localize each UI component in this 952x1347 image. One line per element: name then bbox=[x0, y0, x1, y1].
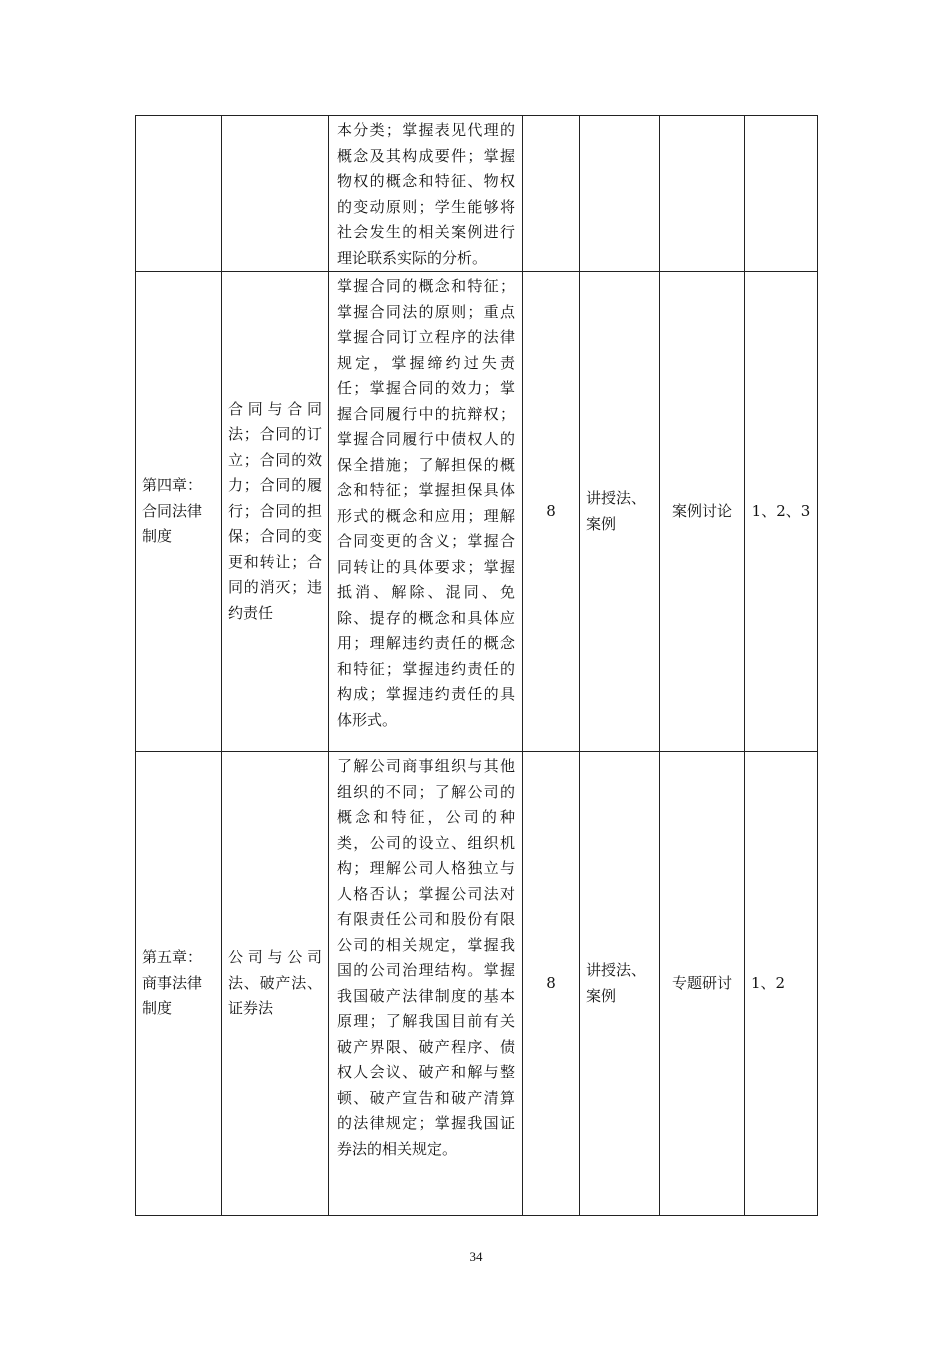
chapter-cell: 第四章：合同法律制度 bbox=[136, 272, 222, 752]
requirements-cell: 本分类；掌握表见代理的概念及其构成要件；掌握物权的概念和特征、物权的变动原则；学生能够将社会发生的相关案例进行理论联系实际的分析。 bbox=[329, 116, 523, 272]
topics-cell bbox=[222, 116, 329, 272]
requirements-cell: 掌握合同的概念和特征；掌握合同法的原则；重点掌握合同订立程序的法律规定，掌握缔约过失责任；掌握合同的效力；掌握合同履行中的抗辩权；掌握合同履行中债权人的保全措施；了解担保的概念和特征；掌握担保具体形式的概念和应用；理解合同变更的含义；掌握合同转让的具体要求；掌握抵消、解除、混同、免除、提存的概念和具体应用；理解违约责任的概念和特征；掌握违约责任的构成；掌握违约责任的具体形式。 bbox=[329, 272, 523, 752]
table-row bbox=[136, 116, 818, 272]
hours-cell bbox=[523, 116, 580, 272]
topics-cell: 公司与公司法、破产法、证券法 bbox=[222, 752, 329, 1216]
method-cell: 讲授法、案例 bbox=[580, 752, 660, 1216]
method-cell: 讲授法、案例 bbox=[580, 272, 660, 752]
activity-cell: 专题研讨 bbox=[660, 752, 745, 1216]
topics-cell: 合同与合同法；合同的订立；合同的效力；合同的履行；合同的担保；合同的变更和转让；合同的消灭；违约责任 bbox=[222, 272, 329, 752]
activity-cell: 案例讨论 bbox=[660, 272, 745, 752]
chapter-cell bbox=[136, 116, 222, 272]
hours-cell: 8 bbox=[523, 272, 580, 752]
objectives-cell bbox=[745, 116, 818, 272]
table-row bbox=[136, 752, 818, 1216]
table-row bbox=[136, 272, 818, 752]
chapter-cell: 第五章：商事法律制度 bbox=[136, 752, 222, 1216]
objectives-cell: 1、2 bbox=[745, 752, 818, 1216]
activity-cell bbox=[660, 116, 745, 272]
objectives-cell: 1、2、3 bbox=[745, 272, 818, 752]
course-content-table bbox=[135, 115, 818, 1216]
method-cell bbox=[580, 116, 660, 272]
hours-cell: 8 bbox=[523, 752, 580, 1216]
page-number: 34 bbox=[469, 1249, 483, 1264]
requirements-cell: 了解公司商事组织与其他组织的不同；了解公司的概念和特征，公司的种类，公司的设立、组织机构；理解公司人格独立与人格否认；掌握公司法对有限责任公司和股份有限公司的相关规定，掌握我国的公司治理结构。掌握我国破产法律制度的基本原理；了解我国目前有关破产界限、破产程序、债权人会议、破产和解与整顿、破产宣告和破产清算的法律规定；掌握我国证券法的相关规定。 bbox=[329, 752, 523, 1216]
